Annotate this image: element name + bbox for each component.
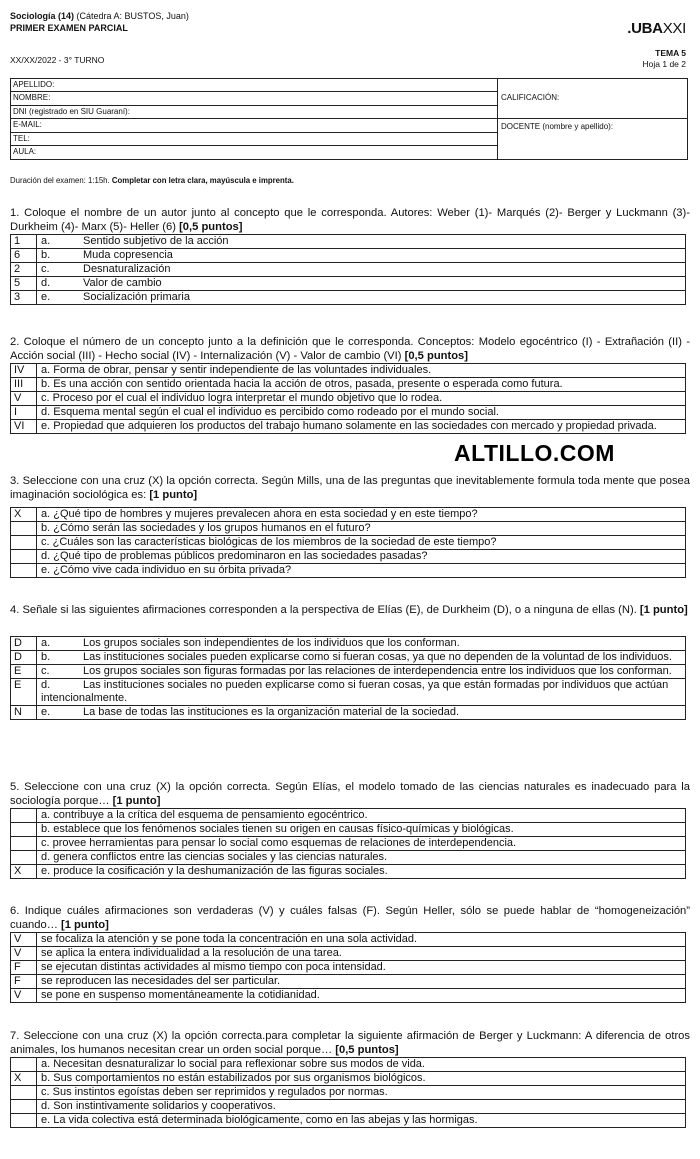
answer-cell[interactable]: [11, 1100, 37, 1114]
table-row: [11, 392, 686, 406]
table-row: [11, 665, 686, 679]
option-text: b. Las instituciones sociales pueden explicarse como si fueran cosas, ya que no dependen de la voluntad de los individuos.: [37, 651, 686, 665]
option-text: b. Es una acción con sentido orientada hacia la acción de otros, pasada, presente o esperada como futura.: [37, 378, 686, 392]
answer-cell[interactable]: V: [11, 933, 37, 947]
option-text: e. ¿Cómo vive cada individuo en su órbita privada?: [37, 564, 686, 578]
answer-cell[interactable]: [11, 1114, 37, 1128]
q7-answer-table: [10, 1057, 686, 1128]
table-row: [11, 637, 686, 651]
table-row: [11, 809, 686, 823]
answer-cell[interactable]: [11, 1086, 37, 1100]
option-text: e. produce la cosificación y la deshumanización de las figuras sociales.: [37, 865, 686, 879]
answer-cell[interactable]: [11, 809, 37, 823]
table-row: [11, 865, 686, 879]
table-row: [11, 1058, 686, 1072]
duration-note: Duración del examen: 1:15h. Completar con letra clara, mayúscula e imprenta.: [10, 176, 294, 185]
option-text: a. contribuye a la crítica del esquema de pensamiento egocéntrico.: [37, 809, 686, 823]
student-id-box: [10, 78, 688, 160]
q1-answer-table: [10, 234, 686, 305]
table-row: [11, 536, 686, 550]
table-row: [11, 651, 686, 665]
answer-cell[interactable]: I: [11, 406, 37, 420]
option-text: se aplica la entera individualidad a la resolución de una tarea.: [37, 947, 686, 961]
exam-date: XX/XX/2022 - 3° TURNO: [10, 55, 105, 65]
table-row: [11, 706, 686, 720]
table-row: [11, 1086, 686, 1100]
id-field[interactable]: TEL:: [11, 133, 497, 146]
answer-cell[interactable]: E: [11, 679, 37, 706]
tema-label: TEMA 5 Hoja 1 de 2: [642, 48, 686, 69]
option-text: b. establece que los fenómenos sociales tienen su origen en causas físico-químicas y biológicas.: [37, 823, 686, 837]
id-field[interactable]: AULA:: [13, 146, 37, 156]
answer-cell[interactable]: VI: [11, 420, 37, 434]
uba-xxi-logo: .UBAXXI: [627, 20, 686, 37]
answer-cell[interactable]: [11, 851, 37, 865]
q1-prompt: 1. Coloque el nombre de un autor junto al concepto que le corresponda. Autores: Weber (1)- Marqués (2)- Berger y Luckmann (3)- Durkheim (4)- Marx (5)- Heller (6) [0,5 puntos]: [10, 207, 690, 233]
option-text: b. ¿Cómo serán las sociedades y los grupos humanos en el futuro?: [37, 522, 686, 536]
option-text: a. ¿Qué tipo de hombres y mujeres prevalecen ahora en esta sociedad y en este tiempo?: [37, 508, 686, 522]
option-text: a. Sentido subjetivo de la acción: [37, 235, 686, 249]
answer-cell[interactable]: D: [11, 651, 37, 665]
table-row: [11, 564, 686, 578]
answer-cell[interactable]: [11, 823, 37, 837]
option-text: b. Muda copresencia: [37, 249, 686, 263]
table-row: [11, 823, 686, 837]
answer-cell[interactable]: 6: [11, 249, 37, 263]
id-field[interactable]: DNI (registrado en SIU Guaraní):: [11, 106, 497, 119]
answer-cell[interactable]: X: [11, 508, 37, 522]
answer-cell[interactable]: 2: [11, 263, 37, 277]
docente-field: DOCENTE (nombre y apellido):: [501, 122, 614, 131]
answer-cell[interactable]: [11, 1058, 37, 1072]
table-row: [11, 933, 686, 947]
q3-prompt: 3. Seleccione con una cruz (X) la opción correcta. Según Mills, una de las preguntas que inevitablemente formula toda mente que posea imaginación sociológica es: [1 punto]: [10, 475, 690, 501]
q6-prompt: 6. Indique cuáles afirmaciones son verdaderas (V) y cuáles falsas (F). Según Heller, sólo se puede hablar de “homogeneización” cuando… [1 punto]: [10, 905, 690, 931]
answer-cell[interactable]: [11, 837, 37, 851]
answer-cell[interactable]: [11, 522, 37, 536]
q3-answer-table: [10, 507, 686, 578]
option-text: se pone en suspenso momentáneamente la cotidianidad.: [37, 989, 686, 1003]
table-row: [11, 961, 686, 975]
id-field[interactable]: APELLIDO:: [11, 79, 497, 92]
table-row: [11, 1114, 686, 1128]
q6-answer-table: [10, 932, 686, 1003]
answer-cell[interactable]: [11, 550, 37, 564]
option-text: c. Sus instintos egoístas deben ser reprimidos y regulados por normas.: [37, 1086, 686, 1100]
option-text: se reproducen las necesidades del ser particular.: [37, 975, 686, 989]
exam-title: PRIMER EXAMEN PARCIAL: [10, 23, 128, 33]
q5-prompt: 5. Seleccione con una cruz (X) la opción correcta. Según Elías, el modelo tomado de las ciencias naturales es inadecuado para la sociología porque… [1 punto]: [10, 781, 690, 807]
table-row: [11, 291, 686, 305]
table-row: [11, 420, 686, 434]
answer-cell[interactable]: 1: [11, 235, 37, 249]
option-text: e. La base de todas las instituciones es la organización material de la sociedad.: [37, 706, 686, 720]
table-row: [11, 1100, 686, 1114]
course-title: Sociología (14) (Cátedra A: BUSTOS, Juan): [10, 11, 189, 21]
table-row: [11, 508, 686, 522]
answer-cell[interactable]: V: [11, 989, 37, 1003]
answer-cell[interactable]: 3: [11, 291, 37, 305]
answer-cell[interactable]: N: [11, 706, 37, 720]
answer-cell[interactable]: [11, 564, 37, 578]
option-text: a. Los grupos sociales son independientes de los individuos que los conforman.: [37, 637, 686, 651]
table-row: [11, 378, 686, 392]
table-row: [11, 263, 686, 277]
q4-answer-table: [10, 636, 686, 720]
table-row: [11, 1072, 686, 1086]
option-text: e. Socialización primaria: [37, 291, 686, 305]
id-field[interactable]: NOMBRE:: [11, 92, 497, 105]
table-row: [11, 989, 686, 1003]
option-text: se focaliza la atención y se pone toda la concentración en una sola actividad.: [37, 933, 686, 947]
option-text: d. Esquema mental según el cual el individuo es percibido como rodeado por el mundo social.: [37, 406, 686, 420]
answer-cell[interactable]: X: [11, 1072, 37, 1086]
q7-prompt: 7. Seleccione con una cruz (X) la opción correcta.para completar la siguiente afirmación de Berger y Luckmann: A diferencia de otros animales, los humanos necesitan crear un orden social porque… [0,5 puntos]: [10, 1030, 690, 1056]
option-text: c. provee herramientas para pensar lo social como esquemas de relaciones de interdependencia.: [37, 837, 686, 851]
answer-cell[interactable]: E: [11, 665, 37, 679]
watermark: ALTILLO.COM: [454, 440, 615, 466]
option-text: se ejecutan distintas actividades al mismo tiempo con poca intensidad.: [37, 961, 686, 975]
option-text: b. Sus comportamientos no están estabilizados por sus organismos biológicos.: [37, 1072, 686, 1086]
table-row: [11, 235, 686, 249]
table-row: [11, 679, 686, 706]
answer-cell[interactable]: 5: [11, 277, 37, 291]
answer-cell[interactable]: III: [11, 378, 37, 392]
q2-prompt: 2. Coloque el número de un concepto junto a la definición que le corresponda. Conceptos: Modelo egocéntrico (I) - Extrañación (II) - Acción social (III) - Hecho social (IV) - Internalización (V) - Valor de cambio (VI) [0,5 puntos]: [10, 336, 690, 362]
option-text: d. Valor de cambio: [37, 277, 686, 291]
table-row: [11, 975, 686, 989]
answer-cell[interactable]: D: [11, 637, 37, 651]
table-row: [11, 522, 686, 536]
answer-cell[interactable]: V: [11, 947, 37, 961]
option-text: a. Necesitan desnaturalizar lo social para reflexionar sobre sus modos de vida.: [37, 1058, 686, 1072]
option-text: c. ¿Cuáles son las características biológicas de los miembros de la sociedad de este tiempo?: [37, 536, 686, 550]
id-field[interactable]: E-MAIL:: [11, 119, 497, 132]
table-row: [11, 277, 686, 291]
table-row: [11, 837, 686, 851]
option-text: e. La vida colectiva está determinada biológicamente, como en las abejas y las hormigas.: [37, 1114, 686, 1128]
table-row: [11, 851, 686, 865]
q5-answer-table: [10, 808, 686, 879]
option-text: c. Los grupos sociales son figuras formadas por las relaciones de interdependencia entre los individuos que los conforman.: [37, 665, 686, 679]
table-row: [11, 550, 686, 564]
option-text: d. Son instintivamente solidarios y cooperativos.: [37, 1100, 686, 1114]
answer-cell[interactable]: V: [11, 392, 37, 406]
calificacion-field: CALIFICACIÓN:: [498, 79, 688, 119]
table-row: [11, 947, 686, 961]
answer-cell[interactable]: IV: [11, 364, 37, 378]
exam-header: [10, 8, 690, 70]
option-text: a. Forma de obrar, pensar y sentir independiente de las voluntades individuales.: [37, 364, 686, 378]
option-text: c. Desnaturalización: [37, 263, 686, 277]
option-text: d. genera conflictos entre las ciencias sociales y las ciencias naturales.: [37, 851, 686, 865]
table-row: [11, 249, 686, 263]
answer-cell[interactable]: F: [11, 975, 37, 989]
table-row: [11, 406, 686, 420]
option-text: d. Las instituciones sociales no pueden explicarse como si fueran cosas, ya que están formadas por individuos que actúan intencionalmente.: [37, 679, 686, 706]
option-text: c. Proceso por el cual el individuo logra interpretar el mundo objetivo que lo rodea.: [37, 392, 686, 406]
answer-cell[interactable]: X: [11, 865, 37, 879]
option-text: d. ¿Qué tipo de problemas públicos predominaron en las sociedades pasadas?: [37, 550, 686, 564]
table-row: [11, 364, 686, 378]
q4-prompt: 4. Señale si las siguientes afirmaciones corresponden a la perspectiva de Elías (E), de Durkheim (D), o a ninguna de ellas (N). [1 punto]: [10, 604, 688, 616]
option-text: e. Propiedad que adquieren los productos del trabajo humano solamente en las sociedades con mercado y propiedad privada.: [37, 420, 686, 434]
answer-cell[interactable]: F: [11, 961, 37, 975]
q2-answer-table: [10, 363, 686, 434]
answer-cell[interactable]: [11, 536, 37, 550]
